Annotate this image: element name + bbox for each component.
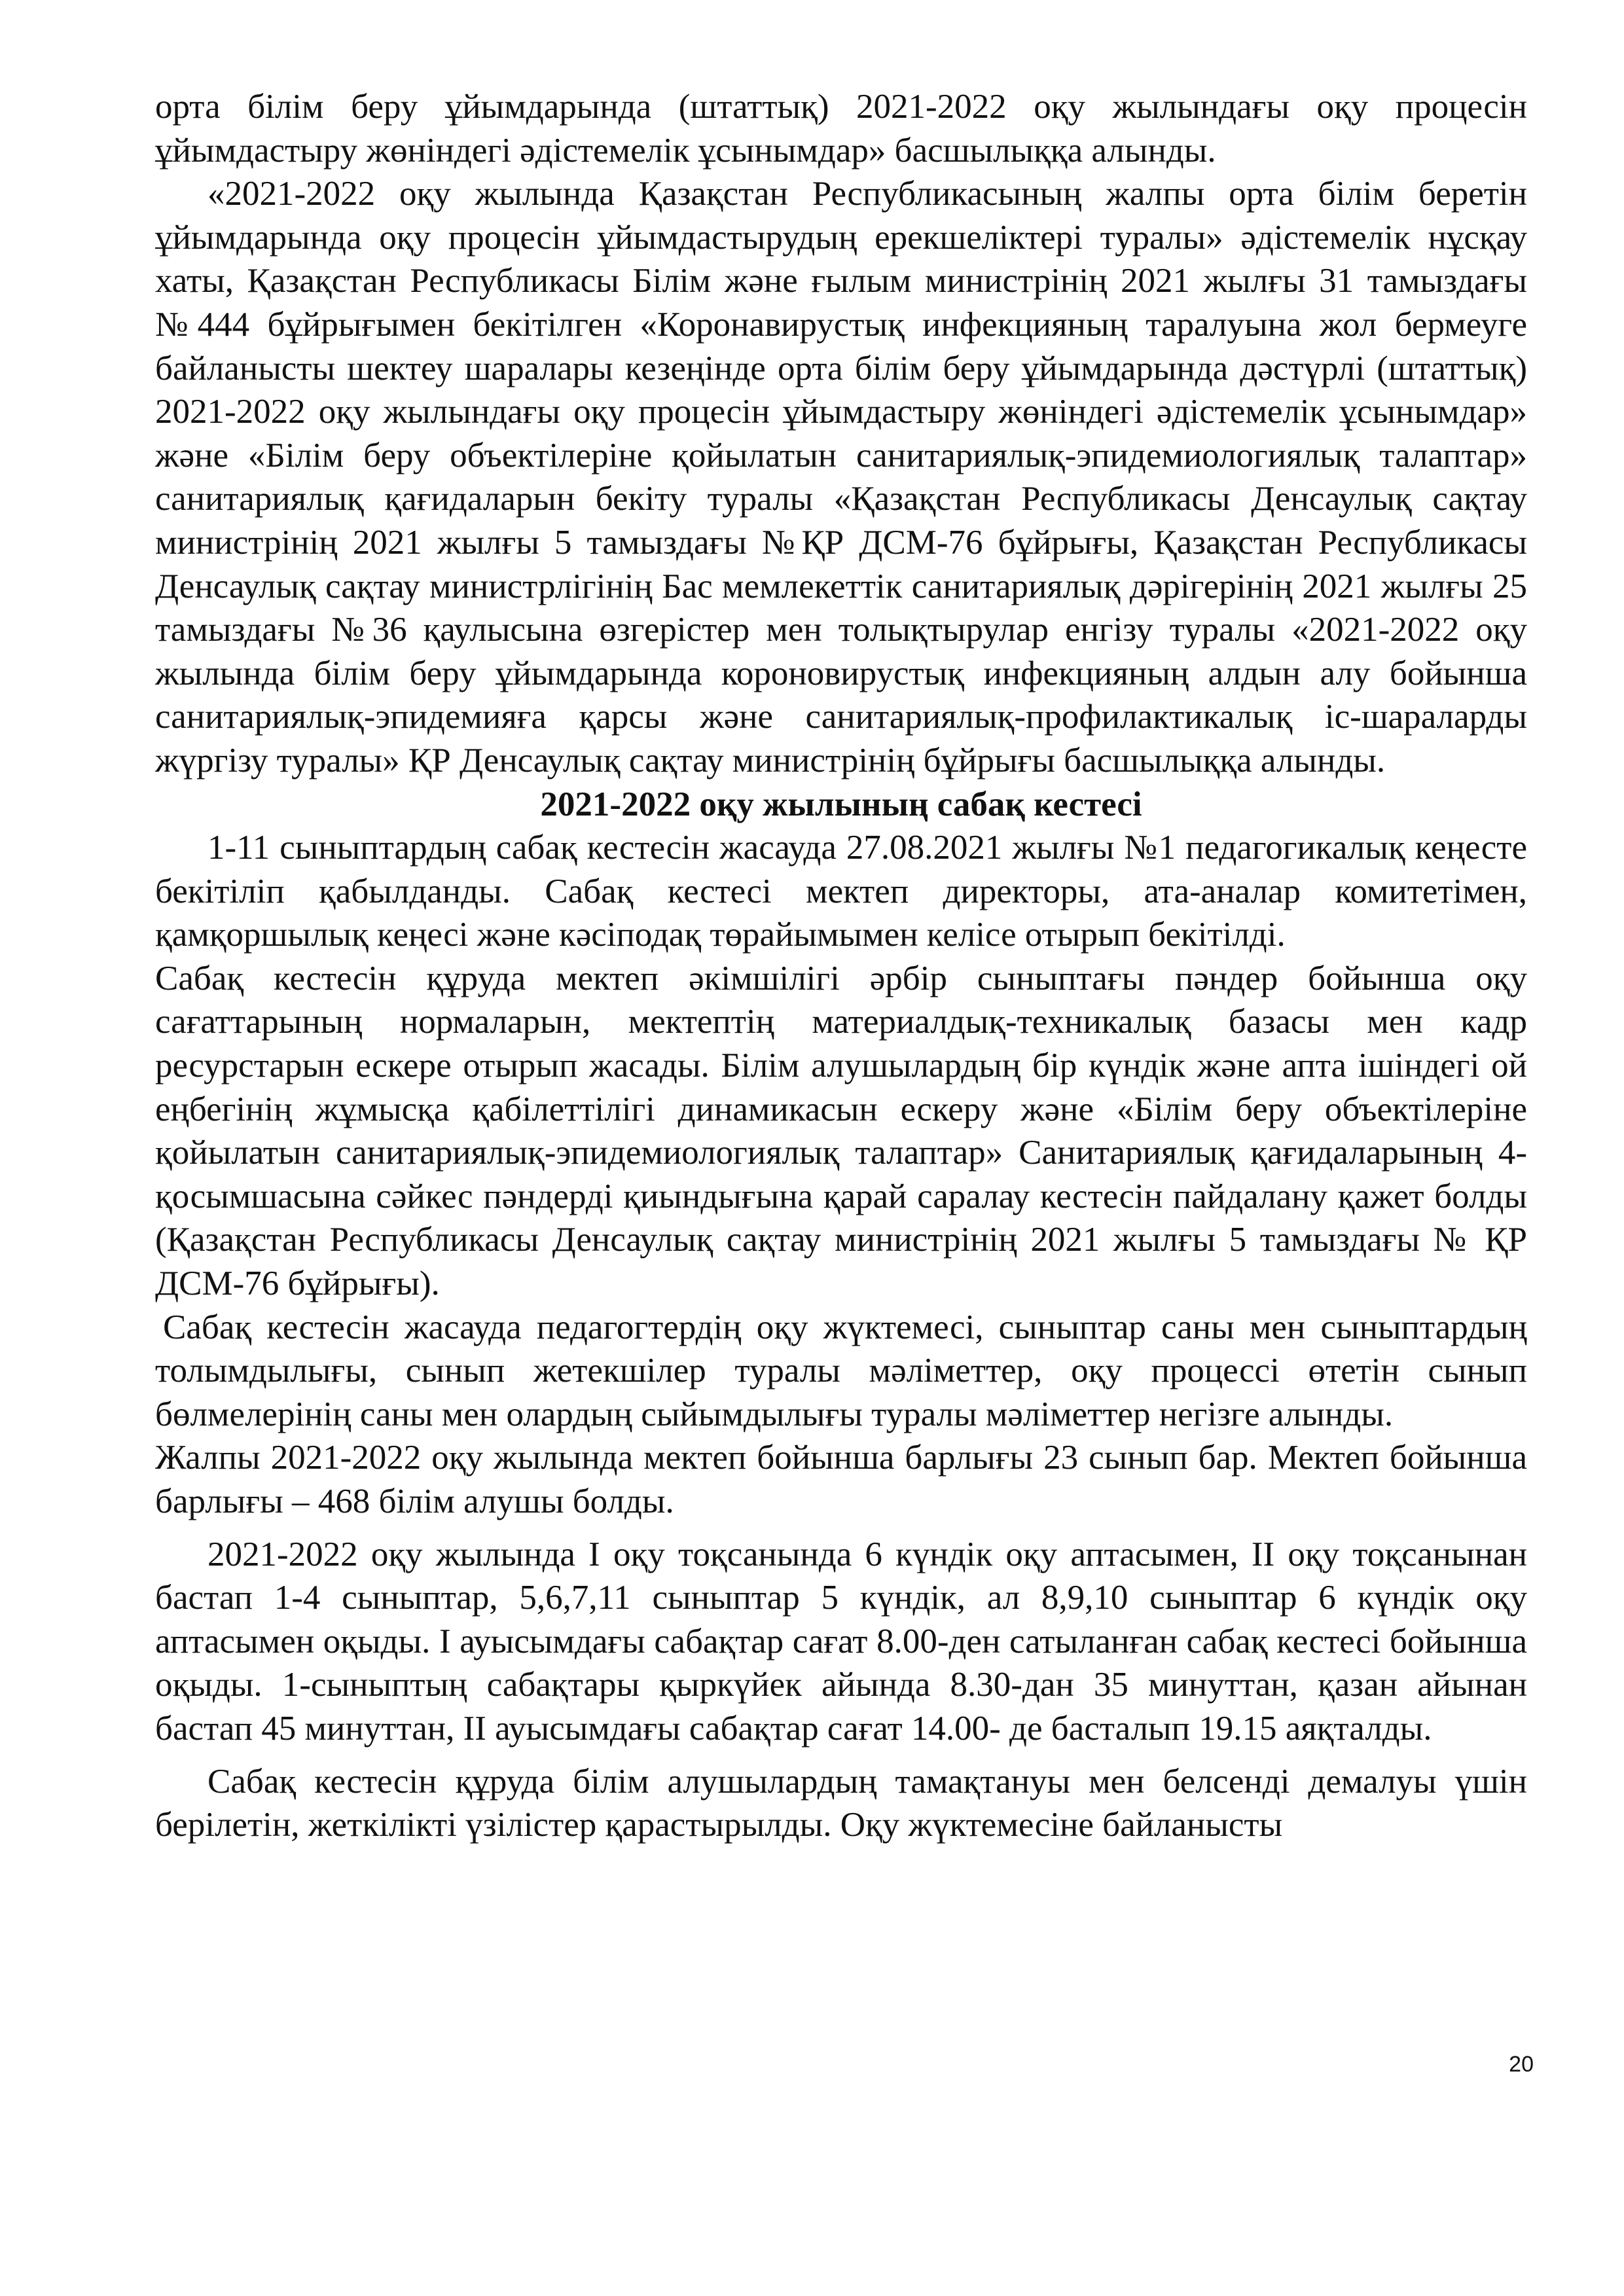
- paragraph-class-count: Жалпы 2021-2022 оқу жылында мектеп бойынша барлығы 23 сынып бар. Мектеп бойынша барлығы – 468 білім алушы болды.: [155, 1439, 1527, 1520]
- paragraph-legal-basis: «2021-2022 оқу жылында Қазақстан Республикасының жалпы орта білім беретін ұйымдарында оқу процесін ұйымдастырудың ерекшеліктері туралы» әдістемелік нұсқау хаты, Қазақстан Республикасы Білім және ғылым министрінің 2021 жылғы 31 тамыздағы №444 бұйрығымен бекітілген «Коронавирустық инфекцияның таралуына жол бермеуге байланысты шектеу шаралары кезеңінде орта білім беру ұйымдарында дәстүрлі (штаттық) 2021-2022 оқу жылындағы оқу процесін ұйымдастыру жөніндегі әдістемелік ұсынымдар» және «Білім беру объектілеріне қойылатын санитариялық-эпидемиологиялық талаптар» санитариялық қағидаларын бекіту туралы «Қазақстан Республикасы Денсаулық сақтау министрінің 2021 жылғы 5 тамыздағы №ҚР ДСМ-76 бұйрығы, Қазақстан Республикасы Денсаулық сақтау министрлігінің Бас мемлекеттік санитариялық дәрігерінің 2021 жылғы 25 тамыздағы №36 қаулысына өзгерістер мен толықтырулар енгізу туралы «2021-2022 оқу жылында білім беру ұйымдарында короновирустық инфекцияның алдын алу бойынша санитариялық-эпидемияға қарсы және санитариялық-профилактикалық іс-шараларды жүргізу туралы» ҚР Денсаулық сақтау министрінің бұйрығы басшылыққа алынды.: [155, 175, 1527, 780]
- page-body: [155, 85, 1527, 1847]
- paragraph-schedule-basis: Сабақ кестесін жасауда педагогтердің оқу жүктемесі, сыныптар саны мен сыныптардың толымдылығы, сынып жетекшілер туралы мәліметтер, оқу процессі өтетін сынып бөлмелерінің саны мен олардың сыйымдылығы туралы мәліметтер негізге алынды.: [155, 1308, 1527, 1433]
- paragraph-study-week: 2021-2022 оқу жылында І оқу тоқсанында 6 күндік оқу аптасымен, ІІ оқу тоқсанынан бастап 1-4 сыныптар, 5,6,7,11 сыныптар 5 күндік, ал 8,9,10 сыныптар 6 күндік оқу аптасымен оқыды. І ауысымдағы сабақтар сағат 8.00-ден сатыланған сабақ кестесі бойынша оқыды. 1-сыныптың сабақтары қыркүйек айында 8.30-дан 35 минуттан, қазан айынан бастап 45 минуттан, ІІ ауысымдағы сабақтар сағат 14.00- де басталып 19.15 аяқталды.: [155, 1535, 1527, 1748]
- paragraph-continuation: орта білім беру ұйымдарында (штаттық) 2021-2022 оқу жылындағы оқу процесін ұйымдастыру жөніндегі әдістемелік ұсынымдар» басшылыққа алынды.: [155, 88, 1527, 170]
- page-number: 20: [1509, 2052, 1534, 2077]
- section-heading: 2021-2022 оқу жылының сабақ кестесі: [540, 785, 1142, 823]
- paragraph-schedule-composition: Сабақ кестесін құруда мектеп әкімшілігі әрбір сыныптағы пәндер бойынша оқу сағаттарының нормаларын, мектептің материалдық-техникалық базасы мен кадр ресурстарын ескере отырып жасады. Білім алушылардың бір күндік және апта ішіндегі ой еңбегінің жұмысқа қабілеттілігі динамикасын ескеру және «Білім беру объектілеріне қойылатын санитариялық-эпидемиологиялық талаптар» Санитариялық қағидаларының 4-қосымшасына сәйкес пәндерді қиындығына қарай саралау кестесін пайдалану қажет болды (Қазақстан Республикасы Денсаулық сақтау министрінің 2021 жылғы 5 тамыздағы № ҚР ДСМ-76 бұйрығы).: [155, 959, 1527, 1303]
- paragraph-schedule-approval: 1-11 сыныптардың сабақ кестесін жасауда 27.08.2021 жылғы №1 педагогикалық кеңесте бекітіліп қабылданды. Сабақ кестесі мектеп директоры, ата-аналар комитетімен, қамқоршылық кеңесі және кәсіподақ төрайымымен келісе отырып бекітілді.: [155, 829, 1527, 954]
- paragraph-breaks: Сабақ кестесін құруда білім алушылардың тамақтануы мен белсенді демалуы үшін берілетін, жеткілікті үзілістер қарастырылды. Оқу жүктемесіне байланысты: [155, 1762, 1527, 1844]
